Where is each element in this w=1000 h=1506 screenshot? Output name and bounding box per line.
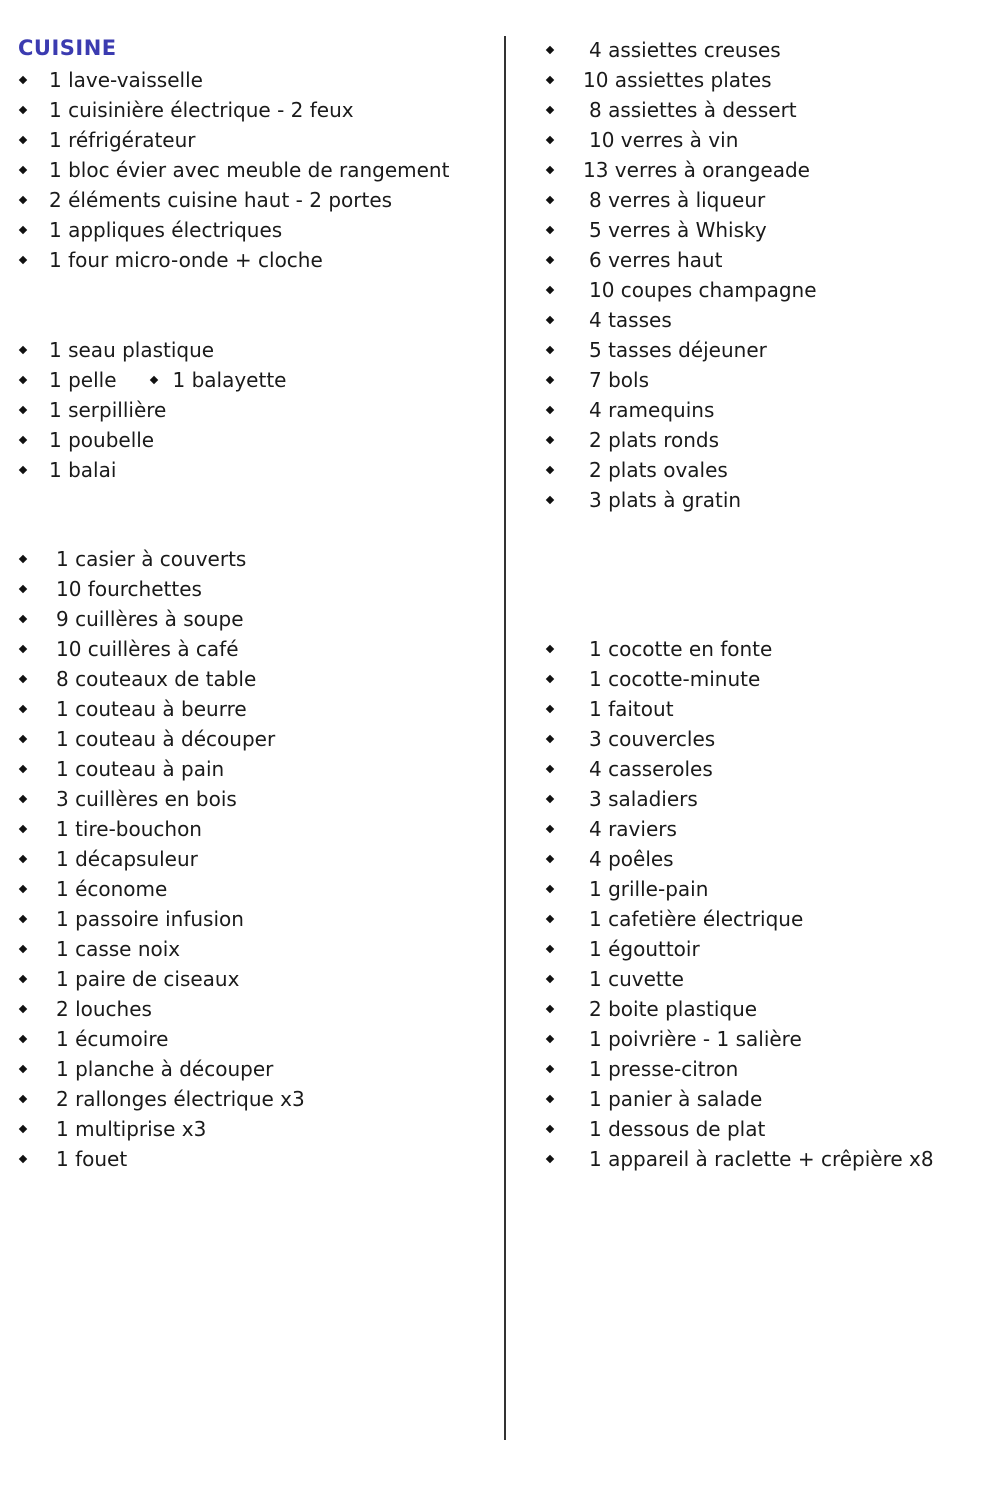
item-label: 1 faitout [589, 697, 674, 721]
item-label: 1 casse noix [56, 937, 181, 961]
diamond-bullet-icon [546, 1065, 554, 1073]
diamond-bullet-icon [546, 136, 554, 144]
diamond-bullet-icon [546, 825, 554, 833]
diamond-bullet-icon [19, 585, 27, 593]
diamond-bullet-icon [19, 256, 27, 264]
item-label: 2 plats ovales [589, 458, 728, 482]
item-label: 5 verres à Whisky [589, 218, 767, 242]
item-label: 6 verres haut [589, 248, 723, 272]
diamond-bullet-icon [546, 1095, 554, 1103]
diamond-bullet-icon [149, 376, 157, 384]
item-label: 1 couteau à découper [56, 727, 276, 751]
diamond-bullet-icon [19, 1005, 27, 1013]
item-label: 8 couteaux de table [56, 667, 257, 691]
item-label: 3 plats à gratin [589, 488, 742, 512]
diamond-bullet-icon [546, 466, 554, 474]
diamond-bullet-icon [19, 675, 27, 683]
item-label: 1 réfrigérateur [49, 128, 196, 152]
diamond-bullet-icon [19, 1095, 27, 1103]
item-label: 1 lave-vaisselle [49, 68, 203, 92]
item-label: 5 tasses déjeuner [589, 338, 767, 362]
item-label: 1 dessous de plat [589, 1117, 766, 1141]
diamond-bullet-icon [19, 226, 27, 234]
item-label: 2 plats ronds [589, 428, 720, 452]
diamond-bullet-icon [546, 436, 554, 444]
item-label: 2 rallonges électrique x3 [56, 1087, 305, 1111]
diamond-bullet-icon [546, 795, 554, 803]
diamond-bullet-icon [546, 346, 554, 354]
diamond-bullet-icon [19, 975, 27, 983]
diamond-bullet-icon [19, 1065, 27, 1073]
item-label: 1 écumoire [56, 1027, 169, 1051]
item-label: 4 assiettes creuses [589, 38, 781, 62]
diamond-bullet-icon [19, 136, 27, 144]
diamond-bullet-icon [546, 645, 554, 653]
diamond-bullet-icon [546, 975, 554, 983]
diamond-bullet-icon [19, 945, 27, 953]
diamond-bullet-icon [546, 945, 554, 953]
section-title: CUISINE [18, 36, 117, 60]
item-label: 8 assiettes à dessert [589, 98, 797, 122]
item-label: 2 louches [56, 997, 152, 1021]
item-label: 1 paire de ciseaux [56, 967, 240, 991]
item-label: 1 four micro-onde + cloche [49, 248, 323, 272]
item-label: 1 presse-citron [589, 1057, 739, 1081]
item-label: 1 cuisinière électrique - 2 feux [49, 98, 354, 122]
diamond-bullet-icon [19, 76, 27, 84]
item-label: 1 balai [49, 458, 117, 482]
diamond-bullet-icon [546, 496, 554, 504]
diamond-bullet-icon [19, 376, 27, 384]
diamond-bullet-icon [546, 705, 554, 713]
item-label: 10 coupes champagne [589, 278, 817, 302]
diamond-bullet-icon [546, 106, 554, 114]
diamond-bullet-icon [19, 346, 27, 354]
item-label: 1 économe [56, 877, 168, 901]
item-label: 1 cuvette [589, 967, 684, 991]
diamond-bullet-icon [19, 106, 27, 114]
item-label: 1 tire-bouchon [56, 817, 202, 841]
item-label: 10 cuillères à café [56, 637, 239, 661]
diamond-bullet-icon [19, 615, 27, 623]
item-label: 1 casier à couverts [56, 547, 247, 571]
item-label: 1 poubelle [49, 428, 155, 452]
diamond-bullet-icon [19, 436, 27, 444]
item-label: 4 tasses [589, 308, 672, 332]
diamond-bullet-icon [19, 795, 27, 803]
item-label: 10 verres à vin [589, 128, 739, 152]
item-label: 1 fouet [56, 1147, 128, 1171]
diamond-bullet-icon [19, 166, 27, 174]
item-label: 2 éléments cuisine haut - 2 portes [49, 188, 393, 212]
diamond-bullet-icon [546, 286, 554, 294]
diamond-bullet-icon [546, 735, 554, 743]
diamond-bullet-icon [546, 376, 554, 384]
item-label: 3 couvercles [589, 727, 716, 751]
item-label: 4 casseroles [589, 757, 713, 781]
diamond-bullet-icon [19, 196, 27, 204]
item-label-pair [49, 365, 286, 395]
item-label: 1 passoire infusion [56, 907, 244, 931]
item-label: 1 bloc évier avec meuble de rangement [49, 158, 450, 182]
item-label: 1 cocotte-minute [589, 667, 761, 691]
item-label: 1 cocotte en fonte [589, 637, 773, 661]
diamond-bullet-icon [546, 675, 554, 683]
diamond-bullet-icon [546, 1035, 554, 1043]
diamond-bullet-icon [19, 466, 27, 474]
diamond-bullet-icon [546, 765, 554, 773]
item-label: 1 couteau à beurre [56, 697, 247, 721]
item-label: 3 cuillères en bois [56, 787, 237, 811]
diamond-bullet-icon [19, 705, 27, 713]
column-divider [504, 36, 506, 1440]
item-label: 1 décapsuleur [56, 847, 198, 871]
diamond-bullet-icon [19, 1155, 27, 1163]
item-label: 1 planche à découper [56, 1057, 274, 1081]
diamond-bullet-icon [546, 316, 554, 324]
diamond-bullet-icon [546, 166, 554, 174]
item-label: 1 panier à salade [589, 1087, 763, 1111]
diamond-bullet-icon [19, 735, 27, 743]
item-label: 4 raviers [589, 817, 677, 841]
item-label: 10 fourchettes [56, 577, 202, 601]
diamond-bullet-icon [19, 765, 27, 773]
diamond-bullet-icon [546, 256, 554, 264]
item-label: 1 poivrière - 1 salière [589, 1027, 802, 1051]
item-label: 4 poêles [589, 847, 674, 871]
item-label: 1 grille-pain [589, 877, 709, 901]
diamond-bullet-icon [546, 1125, 554, 1133]
diamond-bullet-icon [19, 915, 27, 923]
item-label: 1 appliques électriques [49, 218, 283, 242]
item-label: 8 verres à liqueur [589, 188, 766, 212]
item-label: 1 couteau à pain [56, 757, 225, 781]
item-label: 7 bols [589, 368, 649, 392]
item-label: 3 saladiers [589, 787, 698, 811]
diamond-bullet-icon [19, 1125, 27, 1133]
item-label: 1 cafetière électrique [589, 907, 804, 931]
diamond-bullet-icon [546, 1155, 554, 1163]
diamond-bullet-icon [19, 406, 27, 414]
item-label: 9 cuillères à soupe [56, 607, 244, 631]
diamond-bullet-icon [546, 885, 554, 893]
diamond-bullet-icon [546, 226, 554, 234]
diamond-bullet-icon [19, 1035, 27, 1043]
diamond-bullet-icon [546, 855, 554, 863]
item-label: 1 seau plastique [49, 338, 215, 362]
item-label: 10 assiettes plates [583, 68, 772, 92]
diamond-bullet-icon [19, 825, 27, 833]
diamond-bullet-icon [546, 1005, 554, 1013]
item-label: 1 appareil à raclette + crêpière x8 [589, 1147, 934, 1171]
diamond-bullet-icon [546, 196, 554, 204]
item-label: 1 égouttoir [589, 937, 700, 961]
item-label: 4 ramequins [589, 398, 715, 422]
diamond-bullet-icon [19, 885, 27, 893]
diamond-bullet-icon [546, 915, 554, 923]
diamond-bullet-icon [19, 855, 27, 863]
diamond-bullet-icon [546, 406, 554, 414]
item-label: 2 boite plastique [589, 997, 758, 1021]
diamond-bullet-icon [546, 46, 554, 54]
diamond-bullet-icon [19, 645, 27, 653]
diamond-bullet-icon [546, 76, 554, 84]
diamond-bullet-icon [19, 555, 27, 563]
item-label: 1 serpillière [49, 398, 167, 422]
item-label: 1 balayette [172, 368, 287, 392]
item-label: 13 verres à orangeade [583, 158, 810, 182]
item-label: 1 multiprise x3 [56, 1117, 207, 1141]
item-label: 1 pelle [49, 368, 117, 392]
